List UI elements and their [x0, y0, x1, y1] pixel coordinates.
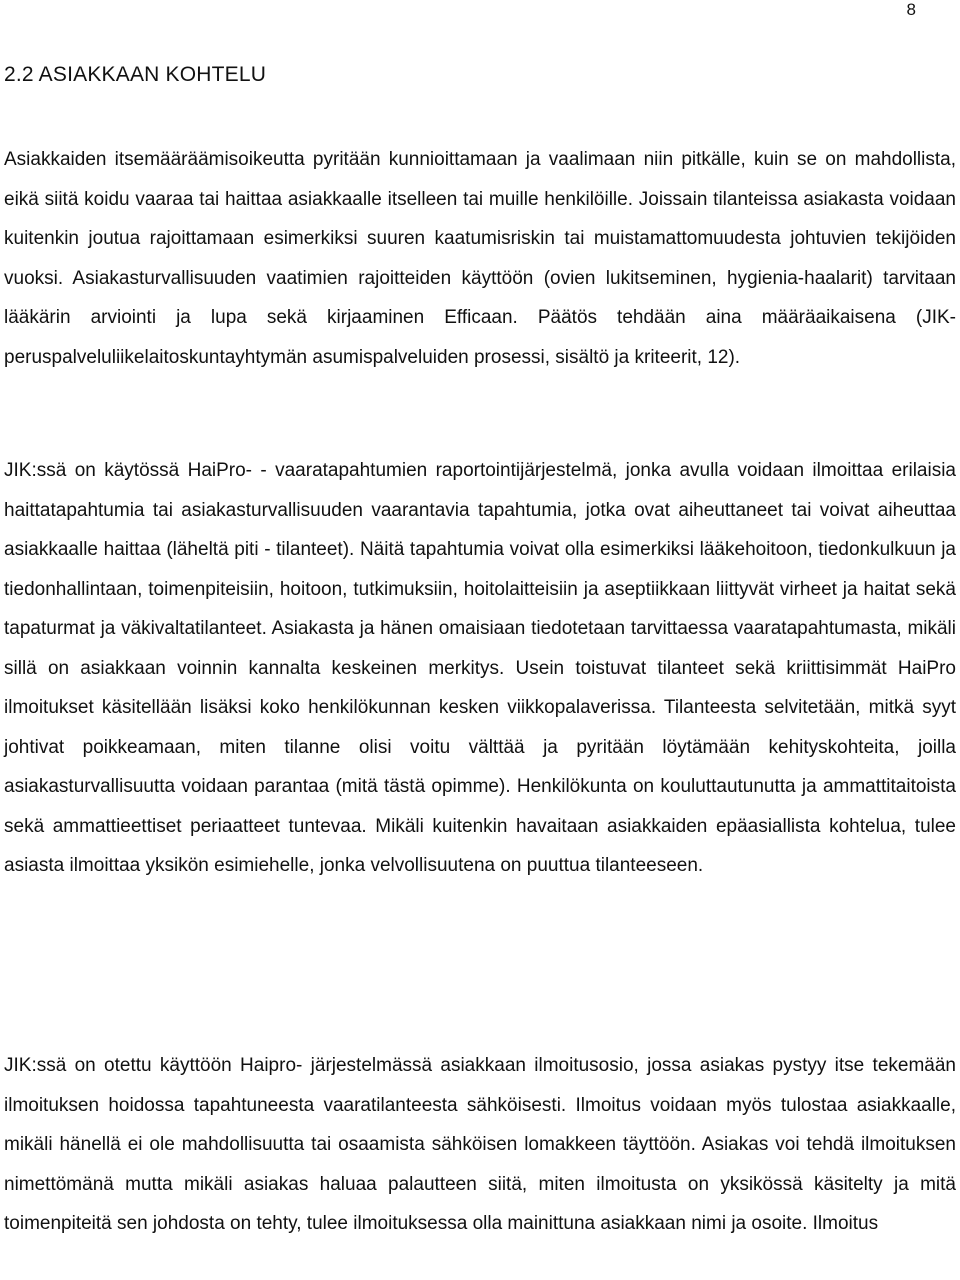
paragraph-haipro-reporting: JIK:ssä on käytössä HaiPro- - vaaratapahtumien raportointijärjestelmä, jonka avulla voidaan ilmoittaa erilaisia haittatapahtumia tai asiakasturvallisuuden vaarantavia tapahtumia, jotka ovat aiheuttaneet tai voivat aiheuttaa asiakkaalle haittaa (läheltä piti - tilanteet). Näitä tapahtumia voivat olla esimerkiksi lääkehoitoon, tiedonkulkuun ja tiedonhallintaan, toimenpiteisiin, hoitoon, tutkimuksiin, hoitolaitteisiin ja aseptiikkaan liittyvät virheet ja haitat sekä tapaturmat ja väkivaltatilanteet. Asiakasta ja hänen omaisiaan tiedotetaan tarvittaessa vaaratapahtumasta, mikäli sillä on asiakkaan voinnin kannalta keskeinen merkitys. Usein toistuvat tilanteet sekä kriittisimmät HaiPro ilmoitukset käsitellään lisäksi koko henkilökunnan kesken viikkopalaverissa. Tilanteesta selvitetään, mitkä syyt johtivat poikkeamaan, miten tilanne olisi voitu välttää ja pyritään löytämään kehityskohteita, joilla asiakasturvallisuutta voidaan parantaa (mitä tästä opimme). Henkilökunta on kouluttautunutta ja ammattitaitoista sekä ammattieettiset periaatteet tuntevaa. Mikäli kuitenkin havaitaan asiakkaiden epäasiallista kohtelua, tulee asiasta ilmoittaa yksikön esimiehelle, jonka velvollisuutena on puuttua tilanteeseen. [4, 460, 956, 876]
paragraph-client-autonomy: Asiakkaiden itsemääräämisoikeutta pyritään kunnioittamaan ja vaalimaan niin pitkälle, kuin se on mahdollista, eikä siitä koidu vaaraa tai haittaa asiakkaalle itselleen tai muille henkilöille. Joissain tilanteissa asiakasta voidaan kuitenkin joutua rajoittamaan esimerkiksi suuren kaatumisriskin tai muistamattomuudesta johtuvien tekijöiden vuoksi. Asiakasturvallisuuden vaatimien rajoitteiden käyttöön (ovien lukitseminen, hygienia-haalarit) tarvitaan lääkärin arviointi ja lupa sekä kirjaaminen Efficaan. Päätös tehdään aina määräaikaisena (JIK-peruspalveluliikelaitoskuntayhtymän asumispalveluiden prosessi, sisältö ja kriteerit, 12). [4, 149, 956, 368]
paragraph-client-notification: JIK:ssä on otettu käyttöön Haipro- järjestelmässä asiakkaan ilmoitusosio, jossa asiakas pystyy itse tekemään ilmoituksen hoidossa tapahtuneesta vaaratilanteesta sähköisesti. Ilmoitus voidaan myös tulostaa asiakkaalle, mikäli hänellä ei ole mahdollisuutta tai osaamista sähköisen lomakkeen täyttöön. Asiakas voi tehdä ilmoituksen nimettömänä mutta mikäli asiakas haluaa palautteen siitä, miten ilmoitusta on yksikössä käsitelty ja mitä toimenpiteitä sen johdosta on tehty, tulee ilmoituksessa olla mainittuna asiakkaan nimi ja osoite. Ilmoitus [4, 1055, 956, 1234]
page-number: 8 [906, 0, 916, 19]
section-heading: 2.2 ASIAKKAAN KOHTELU [4, 63, 267, 86]
